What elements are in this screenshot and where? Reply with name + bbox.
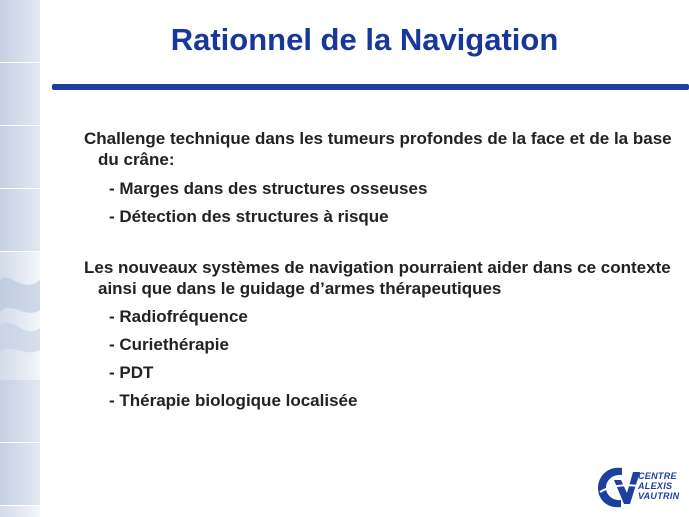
- slide-body: [84, 128, 674, 411]
- sidebar-wave-decoration: [0, 250, 40, 370]
- sidebar-tile: [0, 126, 40, 189]
- bullet-item: - Curiethérapie: [109, 335, 229, 354]
- slide-title: Rationnel de la Navigation: [170, 22, 559, 57]
- logo-text-line: CENTRE: [638, 471, 677, 481]
- bullet-item: - PDT: [109, 363, 154, 382]
- bullet-item: - Marges dans des structures osseuses: [109, 179, 428, 198]
- section-heading: Les nouveaux systèmes de navigation pourraient aider dans ce contexte ainsi que dans le guidage d’armes thérapeutiques: [84, 258, 671, 298]
- bullet-item: - Radiofréquence: [109, 307, 248, 326]
- sidebar-tile: [0, 380, 40, 443]
- sidebar-tile: [0, 63, 40, 126]
- decorative-sidebar: [0, 0, 40, 517]
- sidebar-tile: [0, 0, 40, 63]
- sidebar-tile: [0, 443, 40, 506]
- logo-text-line: ALEXIS: [638, 481, 673, 491]
- bullet-item: - Détection des structures à risque: [109, 207, 389, 226]
- bullet-item: - Thérapie biologique localisée: [109, 391, 358, 410]
- title-underline: [52, 84, 689, 90]
- section-heading: Challenge technique dans les tumeurs profondes de la face et de la base du crâne:: [84, 129, 672, 169]
- logo-text-line: VAUTRIN: [638, 491, 680, 501]
- sidebar-tile: [0, 189, 40, 252]
